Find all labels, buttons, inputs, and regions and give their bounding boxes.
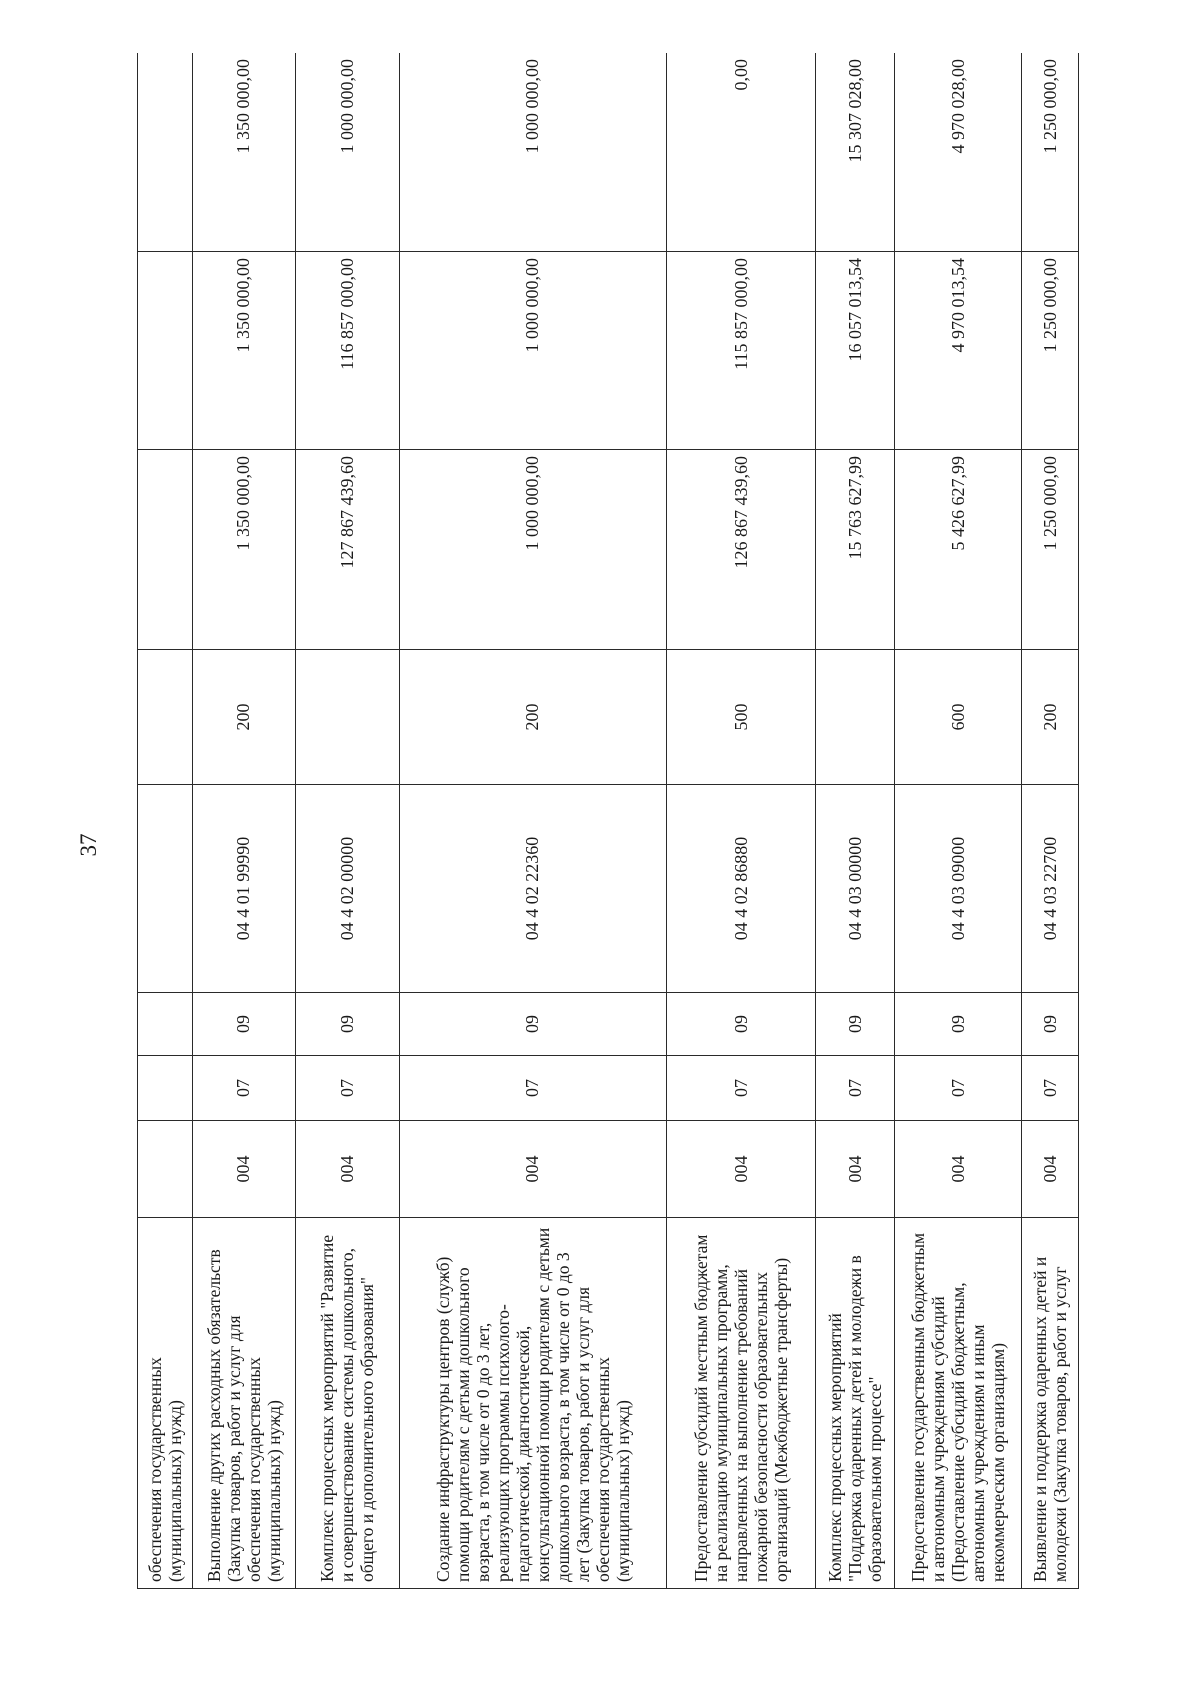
- table-row: [192, 53, 295, 1589]
- row-csr: 04 4 03 09000: [895, 785, 1022, 993]
- row-grbs: [138, 1121, 193, 1218]
- row-sum-1: 15 763 627,99: [816, 450, 895, 650]
- row-rz: 07: [1022, 1056, 1079, 1121]
- row-sum-2: [138, 252, 193, 450]
- row-rz: 07: [895, 1056, 1022, 1121]
- row-vr: [816, 650, 895, 785]
- row-vr: [138, 650, 193, 785]
- row-name: Комплекс процессных мероприятий "Поддержка одаренных детей и молодежи в образовательном процессе": [816, 1218, 895, 1589]
- row-pr: 09: [816, 993, 895, 1056]
- budget-table: [137, 53, 1079, 1589]
- row-sum-3: 1 000 000,00: [295, 53, 399, 252]
- row-grbs: 004: [399, 1121, 667, 1218]
- row-name: Выявление и поддержка одаренных детей и молодежи (Закупка товаров, работ и услуг: [1022, 1218, 1079, 1589]
- table-row: [1022, 53, 1079, 1589]
- row-csr: 04 4 03 00000: [816, 785, 895, 993]
- row-sum-2: 1 250 000,00: [1022, 252, 1079, 450]
- row-name: обеспечения государственных (муниципальных) нужд): [138, 1218, 193, 1589]
- row-sum-2: 4 970 013,54: [895, 252, 1022, 450]
- row-sum-2: 115 857 000,00: [667, 252, 816, 450]
- row-pr: 09: [192, 993, 295, 1056]
- row-name: Выполнение других расходных обязательств (Закупка товаров, работ и услуг для обеспечения государственных (муниципальных) нужд): [192, 1218, 295, 1589]
- row-csr: 04 4 02 86880: [667, 785, 816, 993]
- row-rz: [138, 1056, 193, 1121]
- budget-table-frame: [137, 53, 1079, 1589]
- row-pr: 09: [399, 993, 667, 1056]
- row-sum-2: 1 000 000,00: [399, 252, 667, 450]
- row-vr: 500: [667, 650, 816, 785]
- row-vr: 200: [399, 650, 667, 785]
- table-row: [895, 53, 1022, 1589]
- table-row: [399, 53, 667, 1589]
- row-sum-2: 116 857 000,00: [295, 252, 399, 450]
- table-row: [816, 53, 895, 1589]
- row-sum-3: 1 250 000,00: [1022, 53, 1079, 252]
- row-vr: 200: [192, 650, 295, 785]
- row-sum-3: [138, 53, 193, 252]
- row-name: Комплекс процессных мероприятий "Развитие и совершенствование системы дошкольного, общего и дополнительного образования": [295, 1218, 399, 1589]
- budget-table-rotated: [137, 53, 1079, 1589]
- row-grbs: 004: [816, 1121, 895, 1218]
- page-number: 37: [76, 833, 101, 857]
- row-grbs: 004: [192, 1121, 295, 1218]
- row-vr: [295, 650, 399, 785]
- row-grbs: 004: [1022, 1121, 1079, 1218]
- row-name: Предоставление субсидий местным бюджетам на реализацию муниципальных программ, направленных на выполнение требований пожарной безопасности образовательных организаций (Межбюджетные трансферты): [667, 1218, 816, 1589]
- row-sum-3: 1 350 000,00: [192, 53, 295, 252]
- row-pr: 09: [1022, 993, 1079, 1056]
- row-rz: 07: [192, 1056, 295, 1121]
- row-csr: 04 4 02 00000: [295, 785, 399, 993]
- row-rz: 07: [816, 1056, 895, 1121]
- row-vr: 600: [895, 650, 1022, 785]
- row-pr: 09: [667, 993, 816, 1056]
- row-sum-1: 1 250 000,00: [1022, 450, 1079, 650]
- row-grbs: 004: [667, 1121, 816, 1218]
- row-csr: 04 4 01 99990: [192, 785, 295, 993]
- row-sum-3: 15 307 028,00: [816, 53, 895, 252]
- row-sum-1: 127 867 439,60: [295, 450, 399, 650]
- table-row: [295, 53, 399, 1589]
- row-sum-3: 0,00: [667, 53, 816, 252]
- row-sum-1: 1 000 000,00: [399, 450, 667, 650]
- row-sum-2: 16 057 013,54: [816, 252, 895, 450]
- row-name: Создание инфраструктуры центров (служб) помощи родителям с детьми дошкольного возраста, в том числе от 0 до 3 лет, реализующих программы психолого-педагогической, диагностической, консультационной помощи родителям с детьми дошкольного возраста, в том числе от 0 до 3 лет (Закупка товаров, работ и услуг для обеспечения государственных (муниципальных) нужд): [399, 1218, 667, 1589]
- row-csr: 04 4 03 22700: [1022, 785, 1079, 993]
- table-row: [667, 53, 816, 1589]
- row-pr: [138, 993, 193, 1056]
- row-sum-1: 5 426 627,99: [895, 450, 1022, 650]
- row-vr: 200: [1022, 650, 1079, 785]
- row-sum-1: [138, 450, 193, 650]
- row-pr: 09: [295, 993, 399, 1056]
- table-row: [138, 53, 193, 1589]
- row-sum-2: 1 350 000,00: [192, 252, 295, 450]
- row-sum-3: 4 970 028,00: [895, 53, 1022, 252]
- row-name: Предоставление государственным бюджетным и автономным учреждениям субсидий (Предоставление субсидий бюджетным, автономным учреждениям и иным некоммерческим организациям): [895, 1218, 1022, 1589]
- row-rz: 07: [295, 1056, 399, 1121]
- row-pr: 09: [895, 993, 1022, 1056]
- row-rz: 07: [667, 1056, 816, 1121]
- row-grbs: 004: [895, 1121, 1022, 1218]
- row-sum-1: 1 350 000,00: [192, 450, 295, 650]
- row-sum-3: 1 000 000,00: [399, 53, 667, 252]
- row-csr: [138, 785, 193, 993]
- row-sum-1: 126 867 439,60: [667, 450, 816, 650]
- row-grbs: 004: [295, 1121, 399, 1218]
- row-csr: 04 4 02 22360: [399, 785, 667, 993]
- row-rz: 07: [399, 1056, 667, 1121]
